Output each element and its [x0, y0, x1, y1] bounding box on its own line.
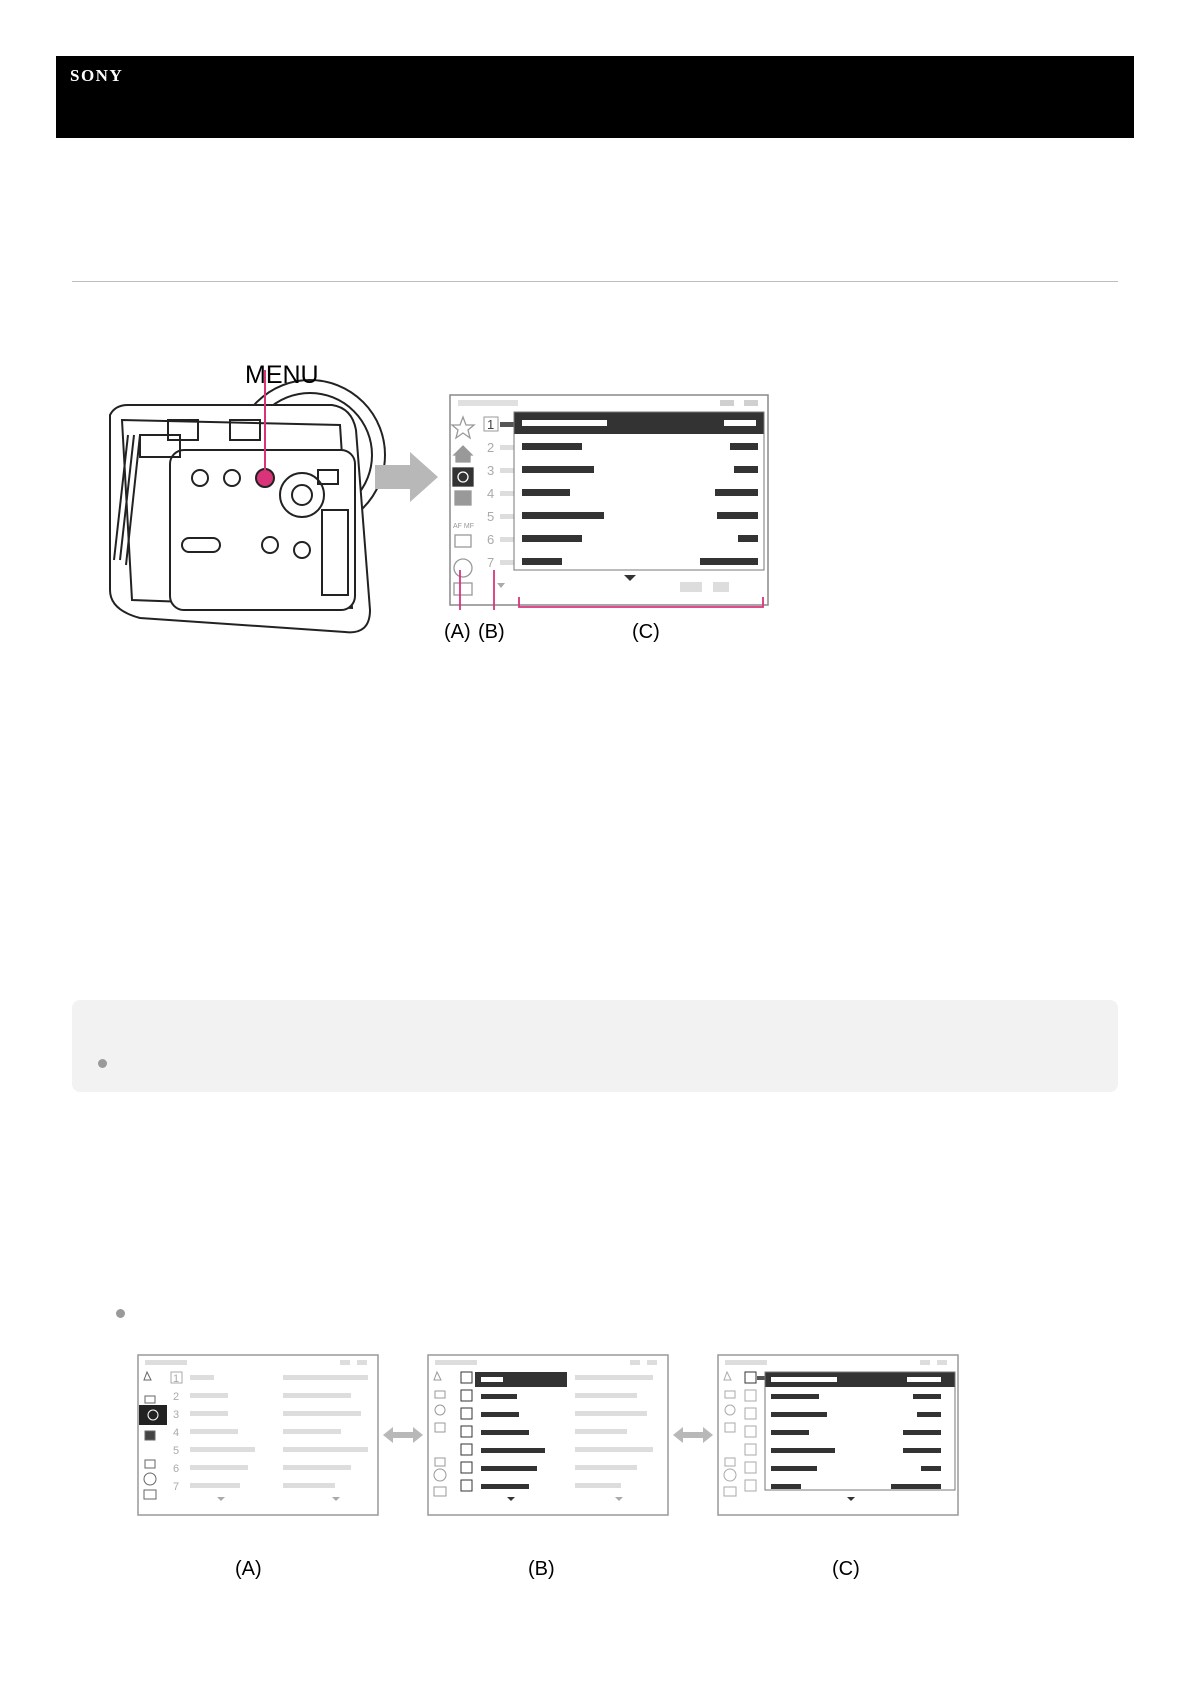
- callout-c: (C): [632, 621, 660, 643]
- tab-number: 7: [173, 1481, 180, 1493]
- tab-number: 3: [487, 463, 495, 478]
- caption-a: (A): [235, 1558, 262, 1580]
- tab-number: 6: [487, 532, 495, 547]
- double-arrow-icon: [673, 1427, 713, 1443]
- svg-text:AF MF: AF MF: [453, 523, 474, 530]
- tab-number: 5: [487, 509, 495, 524]
- tab-number: 6: [173, 1463, 180, 1475]
- tab-number: 4: [487, 486, 495, 501]
- section-divider: [72, 281, 1118, 282]
- menu-label: MENU: [245, 361, 319, 389]
- tab-number: 5: [173, 1445, 180, 1457]
- caption-c: (C): [832, 1558, 860, 1580]
- tab-number: 3: [173, 1409, 180, 1421]
- note-box: [72, 1000, 1118, 1092]
- camera-illustration: [110, 380, 385, 632]
- tab-number: 2: [487, 440, 495, 455]
- callout-a: (A): [444, 621, 471, 643]
- caption-b: (B): [528, 1558, 555, 1580]
- menu-button-highlight: [256, 469, 274, 487]
- callout-b: (B): [478, 621, 505, 643]
- sony-logo: SONY: [70, 66, 124, 85]
- tab-number: 7: [487, 555, 495, 570]
- tab-number: 1: [487, 417, 495, 432]
- tab-number: 4: [173, 1427, 180, 1439]
- list-bullet: [116, 1309, 125, 1318]
- menu-screen: [450, 395, 768, 605]
- tab-number: 2: [173, 1391, 180, 1403]
- double-arrow-icon: [383, 1427, 423, 1443]
- header-bar: [56, 56, 1134, 138]
- panel-b: [428, 1355, 668, 1515]
- note-bullet: [98, 1059, 107, 1068]
- tab-number: 1: [173, 1373, 180, 1385]
- menu-focus-illustration: [135, 1340, 975, 1590]
- panel-c: [718, 1355, 958, 1515]
- menu-button-illustration: [70, 360, 780, 660]
- panel-a: [138, 1355, 378, 1515]
